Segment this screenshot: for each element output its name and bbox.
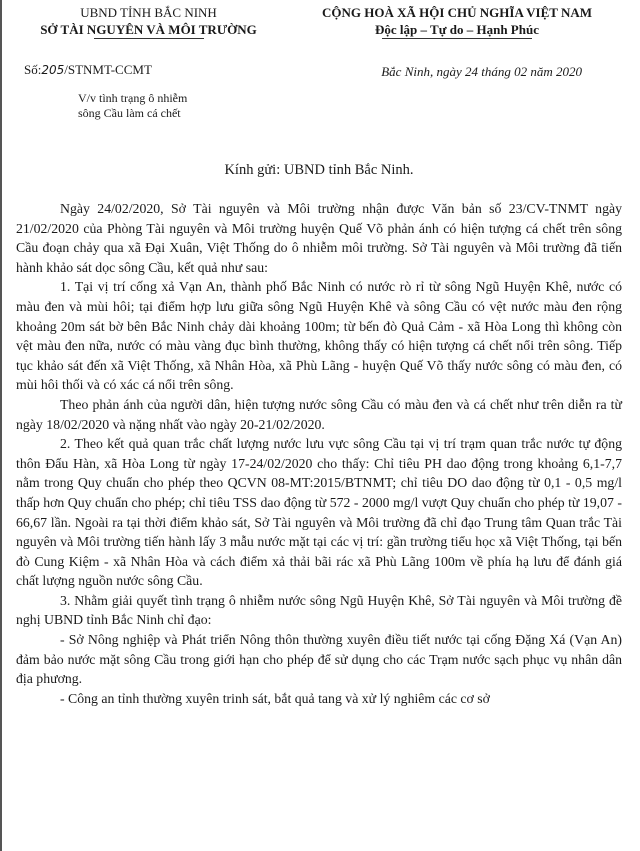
subject-line-1: V/v tình trạng ô nhiễm [78,91,188,105]
paragraph: Theo phản ánh của người dân, hiện tượng nước sông Cầu có màu đen và cá chết như trên diễn ra từ ngày 18/02/2020 và nặng nhất vào ngày 20-21/02/2020. [16,396,622,432]
motto: Độc lập – Tự do – Hạnh Phúc [375,22,539,37]
page-edge [0,0,2,851]
motto-underline [382,38,532,39]
ref-suffix: /STNMT-CCMT [64,62,152,77]
issuing-agency [16,4,281,120]
agency-name: SỞ TÀI NGUYÊN VÀ MÔI TRƯỜNG [40,22,257,37]
ref-number: 205 [41,63,65,77]
document-date [292,63,622,80]
subject-line [16,91,281,121]
subject-line-2: sông Cầu làm cá chết [78,106,181,120]
agency-parent: UBND TỈNH BẮC NINH [80,5,217,20]
paragraph: Ngày 24/02/2020, Sở Tài nguyên và Môi trường nhận được Văn bản số 23/CV-TNMT ngày 21/02/2020 của Phòng Tài nguyên và Môi trường huyện Quế Võ phản ánh có hiện tượng cá chết trên sông Cầu đoạn chảy qua xã Đại Xuân, Việt Thống do ô nhiễm môi trường. Sở Tài nguyên và Môi trường đã tiến hành khảo sát dọc sông Cầu, kết quả như sau: [16,201,622,275]
paragraph: - Công an tỉnh thường xuyên trinh sát, bắt quả tang và xử lý nghiêm các cơ sở [60,690,490,706]
agency-underline [94,38,204,39]
national-motto [292,4,622,110]
document-number [16,61,281,79]
paragraph: 3. Nhằm giải quyết tình trạng ô nhiễm nước sông Ngũ Huyện Khê, Sở Tài nguyên và Môi trường đề nghị UBND tỉnh Bắc Ninh chỉ đạo: [16,592,622,628]
date-rest: tháng 02 năm 2020 [481,64,582,79]
paragraph: 2. Theo kết quả quan trắc chất lượng nước lưu vực sông Cầu tại vị trí trạm quan trắc nước tự động thôn Đẩu Hàn, xã Hòa Long từ ngày 17-24/02/2020 cho thấy: Chỉ tiêu PH dao động trong khoảng 6,1-7,7 nằm trong Quy chuẩn cho phép theo QCVN 08-MT:2015/BTNMT; chỉ tiêu DO dao động từ 0,1 - 0,5 mg/l thấp hơn Quy chuẩn cho phép; chỉ tiêu TSS dao động từ 572 - 2000 mg/l vượt Quy chuẩn cho phép từ 19,07 - 66,67 lần. Ngoài ra tại thời điểm khảo sát, Sở Tài nguyên và Môi trường đã chỉ đạo Trung tâm Quan trắc Tài nguyên và Môi trường tiến hành lấy 3 mẫu nước mặt tại các vị trí: gần trường tiểu học xã Việt Thống, tại bến đò Cung Kiệm - xã Nhân Hòa và cách điểm xả thải bãi rác xã Phù Lãng 100m về phía hạ lưu để đánh giá chất lượng nguồn nước sông Cầu. [16,436,622,589]
ref-prefix: Số: [24,62,42,77]
date-day: 24 [465,64,478,79]
date-prefix: Bắc Ninh, ngày [381,64,462,79]
paragraph: - Sở Nông nghiệp và Phát triển Nông thôn thường xuyên điều tiết nước tại cống Đặng Xá (Vạn An) đảm bảo nước mặt sông Cầu trong giới hạn cho phép để sử dụng cho các Trạm nước sạch phục vụ nhân dân địa phương. [16,632,622,687]
recipient-line: Kính gửi: UBND tỉnh Bắc Ninh. [224,162,414,178]
paragraph: 1. Tại vị trí cống xả Vạn An, thành phố Bắc Ninh có nước rò rỉ từ sông Ngũ Huyện Khê, nước có màu đen và mùi hôi; tại điểm hợp lưu giữa sông Ngũ Huyện Khê và sông Cầu có vệt nước màu đen rộng khoảng 20m sát bờ bên Bắc Ninh chảy dài khoảng 100m; từ bến đò Quả Cảm - xã Hòa Long thì không còn vệt màu đen nữa, nước có màu vàng đục bình thường, không thấy có hiện tượng cá chết nổi trên sông. Tiếp tục khảo sát đến xã Việt Thống, xã Nhân Hòa, xã Phù Lãng - huyện Quế Võ thấy nước sông có màu đen, có mùi hôi thối và có xác cá nổi trên sông. [16,279,622,393]
document-header [16,4,622,120]
document-body [16,199,622,708]
country-name: CỘNG HOÀ XÃ HỘI CHỦ NGHĨA VIỆT NAM [321,5,593,20]
